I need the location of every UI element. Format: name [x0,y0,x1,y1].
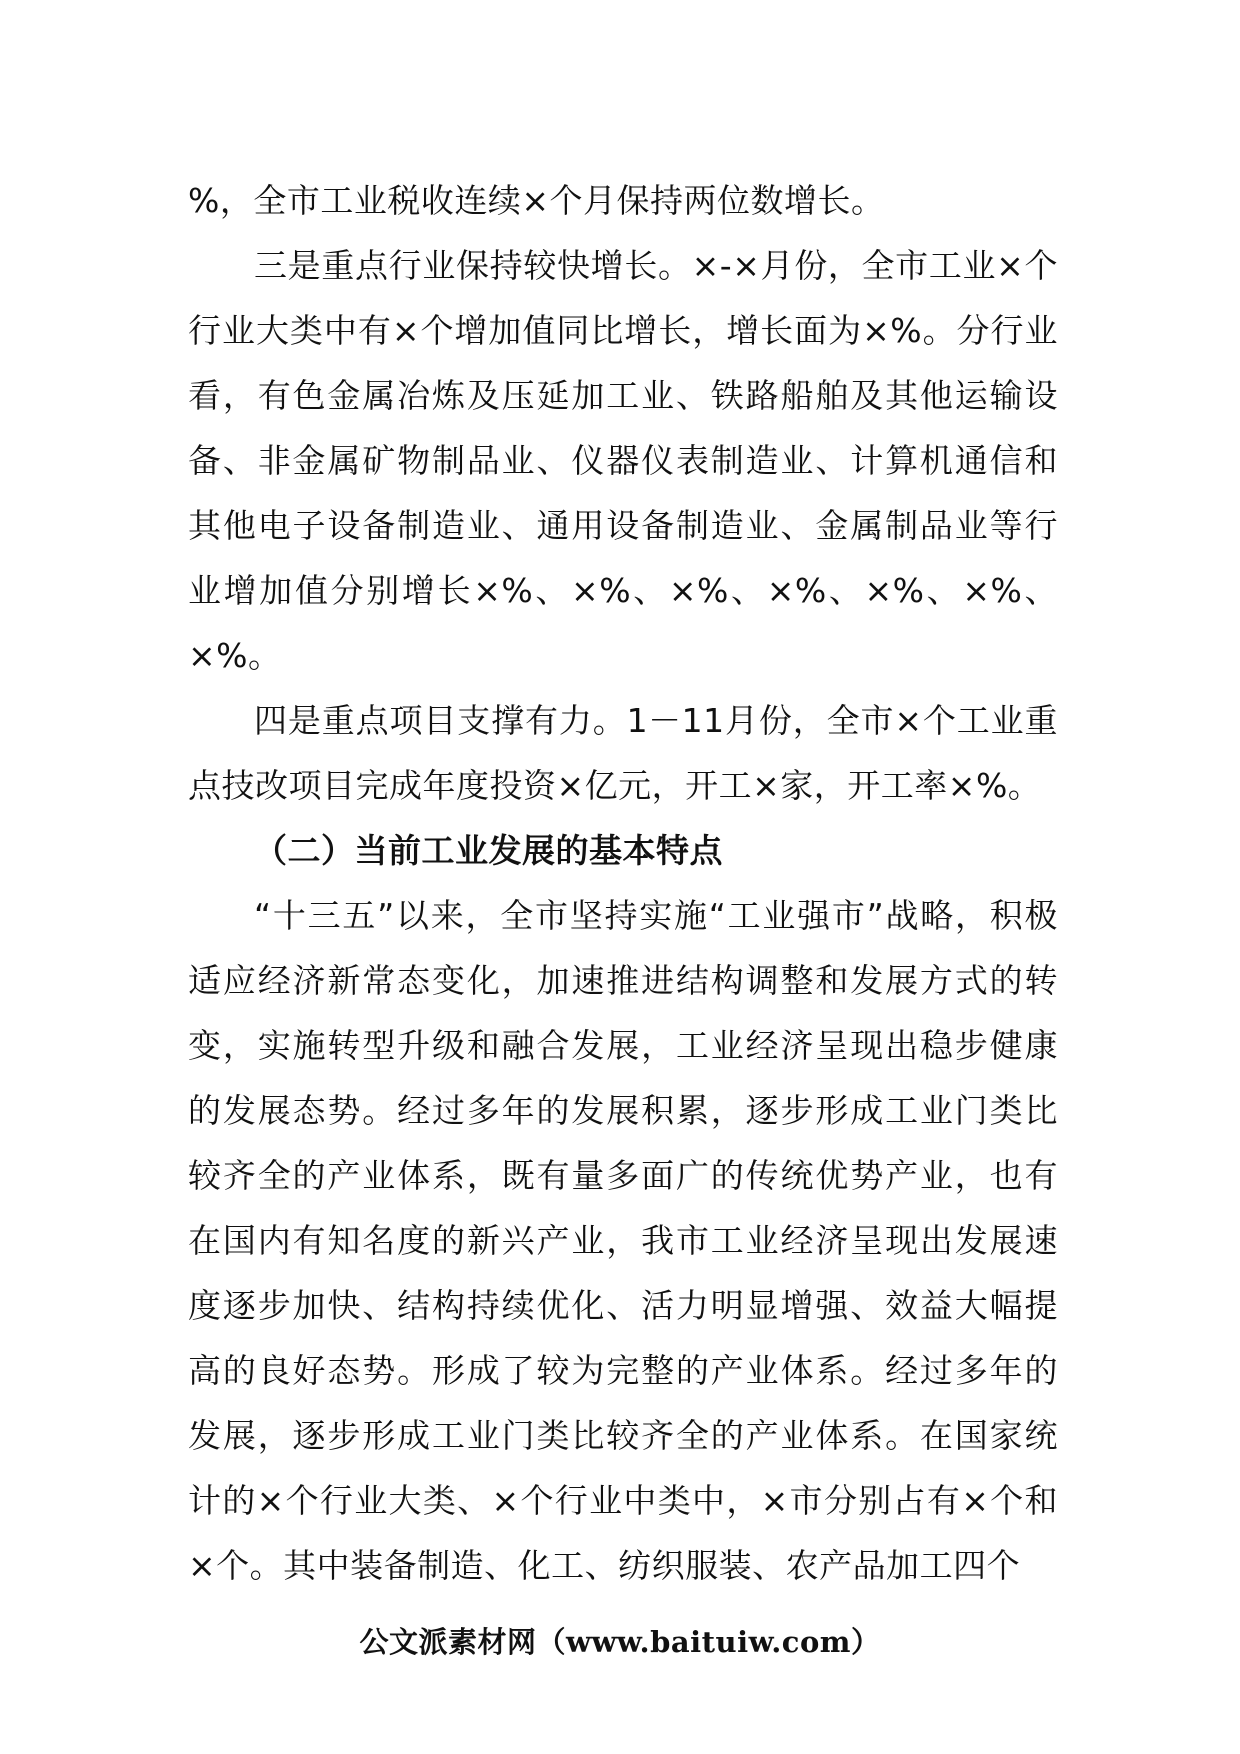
paragraph-continuation: %，全市工业税收连续×个月保持两位数增长。 [188,181,885,220]
paragraph-basic-features: “十三五”以来，全市坚持实施“工业强市”战略，积极适应经济新常态变化，加速推进结构调整和发展方式的转变，实施转型升级和融合发展，工业经济呈现出稳步健康的发展态势。经过多年的发展积累，逐步形成工业门类比较齐全的产业体系，既有量多面广的传统优势产业，也有在国内有知名度的新兴产业，我市工业经济呈现出发展速度逐步加快、结构持续优化、活力明显增强、效益大幅提高的良好态势。形成了较为完整的产业体系。经过多年的发展，逐步形成工业门类比较齐全的产业体系。在国家统计的×个行业大类、×个行业中类中，×市分别占有×个和×个。其中装备制造、化工、纺织服装、农产品加工四个 [188,896,1058,1585]
paragraph-key-projects: 四是重点项目支撑有力。1－11月份，全市×个工业重点技改项目完成年度投资×亿元，开工×家，开工率×%。 [188,701,1058,805]
section-heading: （二）当前工业发展的基本特点 [254,831,723,870]
footer-source-text: 公文派素材网（www.baituiw.com） [359,1625,881,1659]
paragraph-key-industries: 三是重点行业保持较快增长。×-×月份，全市工业×个行业大类中有×个增加值同比增长，增长面为×%。分行业看，有色金属冶炼及压延加工业、铁路船舶及其他运输设备、非金属矿物制品业、仪器仪表制造业、计算机通信和其他电子设备制造业、通用设备制造业、金属制品业等行业增加值分别增长×%、×%、×%、×%、×%、×%、×%。 [188,246,1058,675]
document-body [188,168,1058,1598]
